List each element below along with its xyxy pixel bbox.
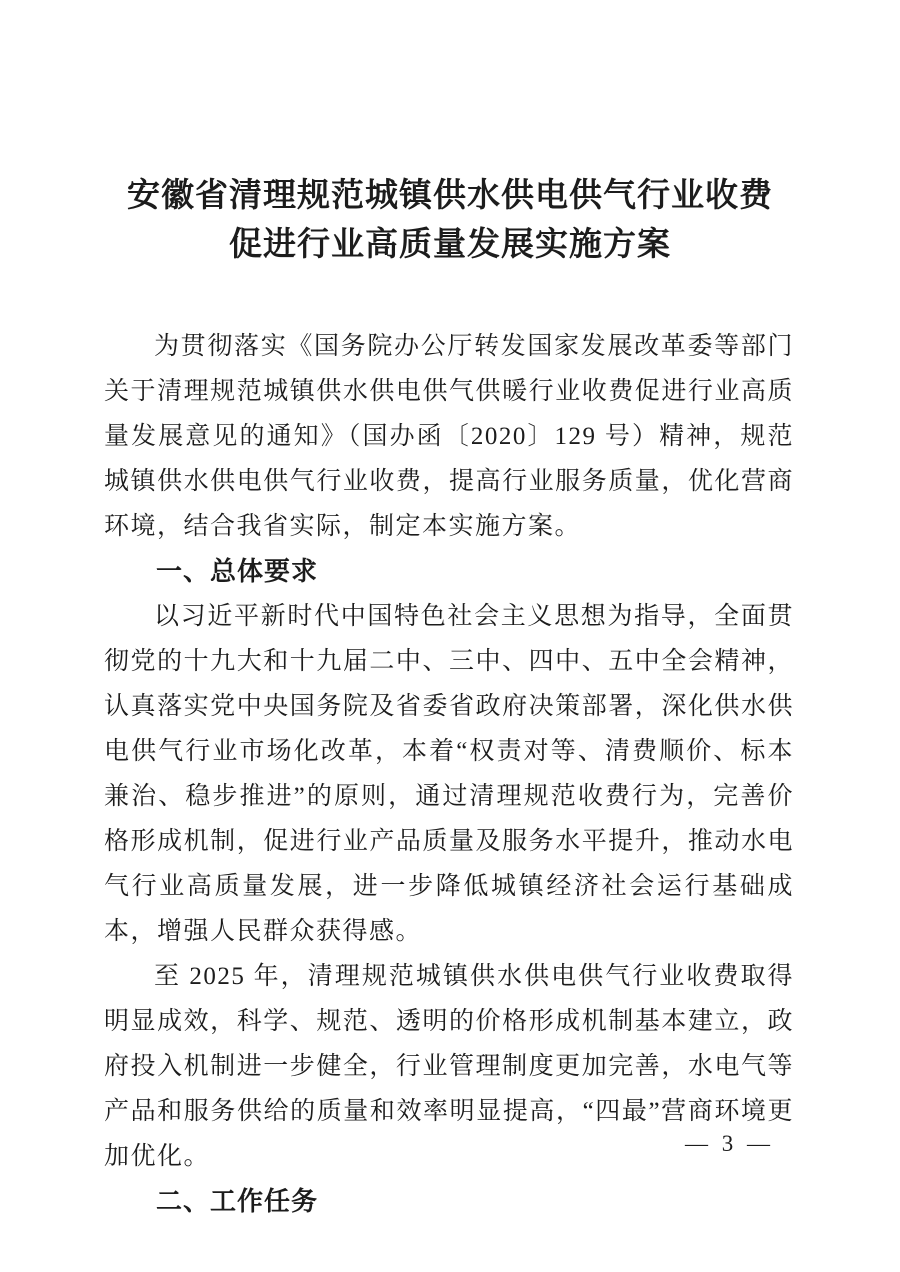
paragraph-intro: 为贯彻落实《国务院办公厅转发国家发展改革委等部门关于清理规范城镇供水供电供气供暖行业收费促进行业高质量发展意见的通知》（国办函〔2020〕129 号）精神，规范城镇供水供电供气行业收费，提高行业服务质量，优化营商环境，结合我省实际，制定本实施方案。 [104, 333, 794, 540]
document-title-line-1: 安徽省清理规范城镇供水供电供气行业收费 [127, 178, 773, 214]
document-body [104, 324, 794, 1224]
document-title-line-2: 促进行业高质量发展实施方案 [229, 227, 671, 263]
heading-section-1-overall-requirements: 一、总体要求 [156, 556, 319, 586]
paragraph-guiding-ideology: 以习近平新时代中国特色社会主义思想为指导，全面贯彻党的十九大和十九届二中、三中、四中、五中全会精神，认真落实党中央国务院及省委省政府决策部署，深化供水供电供气行业市场化改革，本着“权责对等、清费顺价、标本兼治、稳步推进”的原则，通过清理规范收费行为，完善价格形成机制，促进行业产品质量及服务水平提升，推动水电气行业高质量发展，进一步降低城镇经济社会运行基础成本，增强人民群众获得感。 [104, 603, 794, 945]
page-number: — 3 — [685, 1131, 774, 1156]
paragraph-2025-goals: 至 2025 年，清理规范城镇供水供电供气行业收费取得明显成效，科学、规范、透明的价格形成机制基本建立，政府投入机制进一步健全，行业管理制度更加完善，水电气等产品和服务供给的质量和效率明显提高，“四最”营商环境更加优化。 [104, 963, 794, 1170]
document-title [60, 172, 840, 270]
heading-section-2-work-tasks: 二、工作任务 [156, 1186, 319, 1216]
